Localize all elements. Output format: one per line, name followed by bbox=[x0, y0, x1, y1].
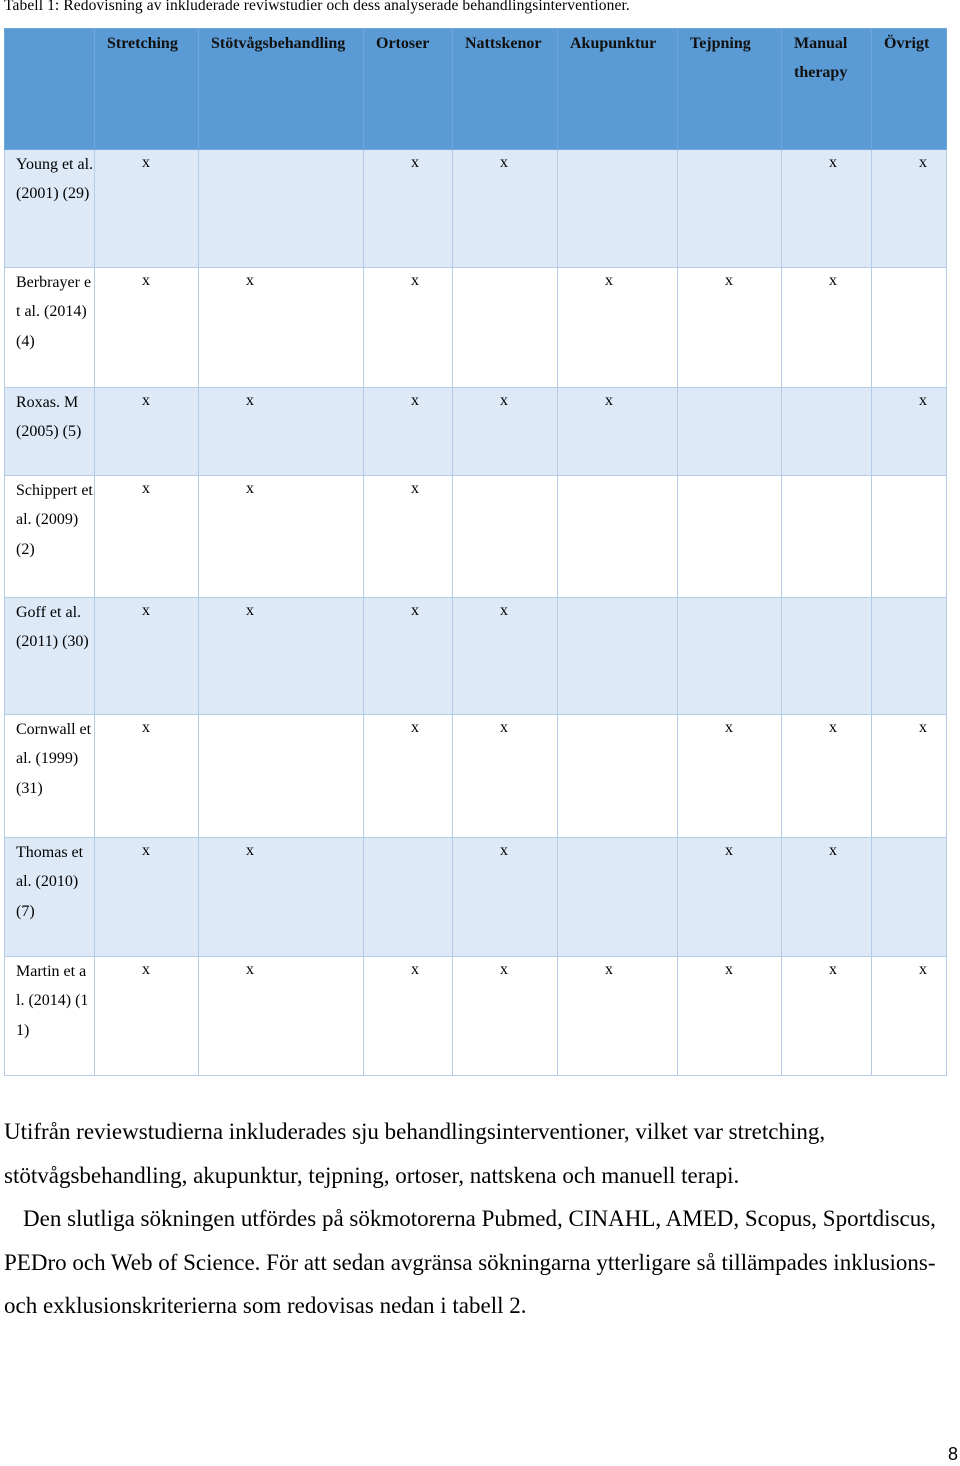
header-manual-therapy: Manual therapy bbox=[782, 29, 872, 150]
table-header-row bbox=[5, 29, 947, 150]
mark-cell: x bbox=[364, 715, 453, 838]
mark-cell: x bbox=[364, 957, 453, 1076]
mark-cell: x bbox=[199, 388, 364, 476]
mark-cell: x bbox=[453, 150, 558, 268]
mark-cell: x bbox=[95, 150, 199, 268]
mark-cell bbox=[678, 150, 782, 268]
mark-cell: x bbox=[453, 715, 558, 838]
mark-cell: x bbox=[95, 598, 199, 715]
mark-cell bbox=[782, 388, 872, 476]
mark-cell: x bbox=[364, 388, 453, 476]
study-cell: Schippert et al. (2009) (2) bbox=[5, 476, 95, 598]
mark-cell: x bbox=[872, 715, 947, 838]
study-cell: Young et al. (2001) (29) bbox=[5, 150, 95, 268]
mark-cell: x bbox=[95, 838, 199, 957]
study-cell: Roxas. M (2005) (5) bbox=[5, 388, 95, 476]
study-cell: Thomas et al. (2010) (7) bbox=[5, 838, 95, 957]
table-row bbox=[5, 388, 947, 476]
mark-cell bbox=[678, 598, 782, 715]
mark-cell bbox=[872, 838, 947, 957]
table-row bbox=[5, 838, 947, 957]
mark-cell bbox=[453, 476, 558, 598]
mark-cell bbox=[678, 388, 782, 476]
mark-cell: x bbox=[782, 957, 872, 1076]
mark-cell: x bbox=[872, 150, 947, 268]
study-cell: Cornwall et al. (1999) (31) bbox=[5, 715, 95, 838]
paragraph-search: Den slutliga sökningen utfördes på sökmotorerna Pubmed, CINAHL, AMED, Scopus, Sportdiscus, PEDro och Web of Science. För att sedan avgränsa sökningarna ytterligare så tillämpades inklusions- och exklusionskriterierna som redovisas nedan i tabell 2. bbox=[4, 1206, 936, 1318]
table-caption: Tabell 1: Redovisning av inkluderade reviwstudier och dess analyserade behandlingsinterventioner. bbox=[4, 0, 630, 14]
header-tejpning: Tejpning bbox=[678, 29, 782, 150]
mark-cell: x bbox=[782, 838, 872, 957]
mark-cell: x bbox=[95, 476, 199, 598]
table-row bbox=[5, 268, 947, 388]
mark-cell: x bbox=[782, 268, 872, 388]
mark-cell: x bbox=[199, 268, 364, 388]
study-cell: Goff et al. (2011) (30) bbox=[5, 598, 95, 715]
mark-cell: x bbox=[364, 598, 453, 715]
header-nattskenor: Nattskenor bbox=[453, 29, 558, 150]
mark-cell: x bbox=[782, 150, 872, 268]
mark-cell bbox=[453, 268, 558, 388]
mark-cell: x bbox=[95, 388, 199, 476]
header-ovrigt: Övrigt bbox=[872, 29, 947, 150]
mark-cell: x bbox=[558, 388, 678, 476]
mark-cell bbox=[872, 476, 947, 598]
mark-cell bbox=[558, 838, 678, 957]
mark-cell: x bbox=[364, 268, 453, 388]
mark-cell: x bbox=[678, 268, 782, 388]
header-ortoser: Ortoser bbox=[364, 29, 453, 150]
mark-cell bbox=[678, 476, 782, 598]
mark-cell: x bbox=[558, 957, 678, 1076]
header-stotvagsbehandling: Stötvågsbehandling bbox=[199, 29, 364, 150]
mark-cell bbox=[558, 715, 678, 838]
mark-cell: x bbox=[678, 715, 782, 838]
header-akupunktur: Akupunktur bbox=[558, 29, 678, 150]
mark-cell bbox=[364, 838, 453, 957]
mark-cell: x bbox=[453, 838, 558, 957]
mark-cell bbox=[782, 476, 872, 598]
mark-cell bbox=[558, 598, 678, 715]
table-row bbox=[5, 476, 947, 598]
mark-cell: x bbox=[364, 150, 453, 268]
mark-cell: x bbox=[558, 268, 678, 388]
mark-cell bbox=[782, 598, 872, 715]
mark-cell: x bbox=[453, 957, 558, 1076]
mark-cell bbox=[872, 268, 947, 388]
mark-cell: x bbox=[364, 476, 453, 598]
table-row bbox=[5, 957, 947, 1076]
review-table bbox=[4, 28, 947, 1076]
mark-cell: x bbox=[199, 476, 364, 598]
mark-cell: x bbox=[453, 388, 558, 476]
mark-cell: x bbox=[678, 838, 782, 957]
page-number: 8 bbox=[947, 1444, 958, 1464]
mark-cell: x bbox=[95, 715, 199, 838]
mark-cell bbox=[558, 476, 678, 598]
mark-cell: x bbox=[872, 388, 947, 476]
header-corner bbox=[5, 29, 95, 150]
mark-cell: x bbox=[95, 957, 199, 1076]
mark-cell bbox=[199, 150, 364, 268]
mark-cell: x bbox=[678, 957, 782, 1076]
mark-cell bbox=[558, 150, 678, 268]
study-cell: Berbrayer et al. (2014) (4) bbox=[5, 268, 95, 388]
table-row bbox=[5, 715, 947, 838]
header-stretching: Stretching bbox=[95, 29, 199, 150]
table-row bbox=[5, 598, 947, 715]
mark-cell: x bbox=[782, 715, 872, 838]
mark-cell: x bbox=[453, 598, 558, 715]
mark-cell: x bbox=[95, 268, 199, 388]
mark-cell bbox=[199, 715, 364, 838]
table-row bbox=[5, 150, 947, 268]
mark-cell: x bbox=[199, 957, 364, 1076]
mark-cell: x bbox=[199, 598, 364, 715]
mark-cell: x bbox=[199, 838, 364, 957]
mark-cell: x bbox=[872, 957, 947, 1076]
study-cell: Martin et al. (2014) (11) bbox=[5, 957, 95, 1076]
paragraph-interventions: Utifrån reviewstudierna inkluderades sju behandlingsinterventioner, vilket var stretching, stötvågsbehandling, akupunktur, tejpning, ortoser, nattskena och manuell terapi. bbox=[4, 1119, 826, 1188]
mark-cell bbox=[872, 598, 947, 715]
